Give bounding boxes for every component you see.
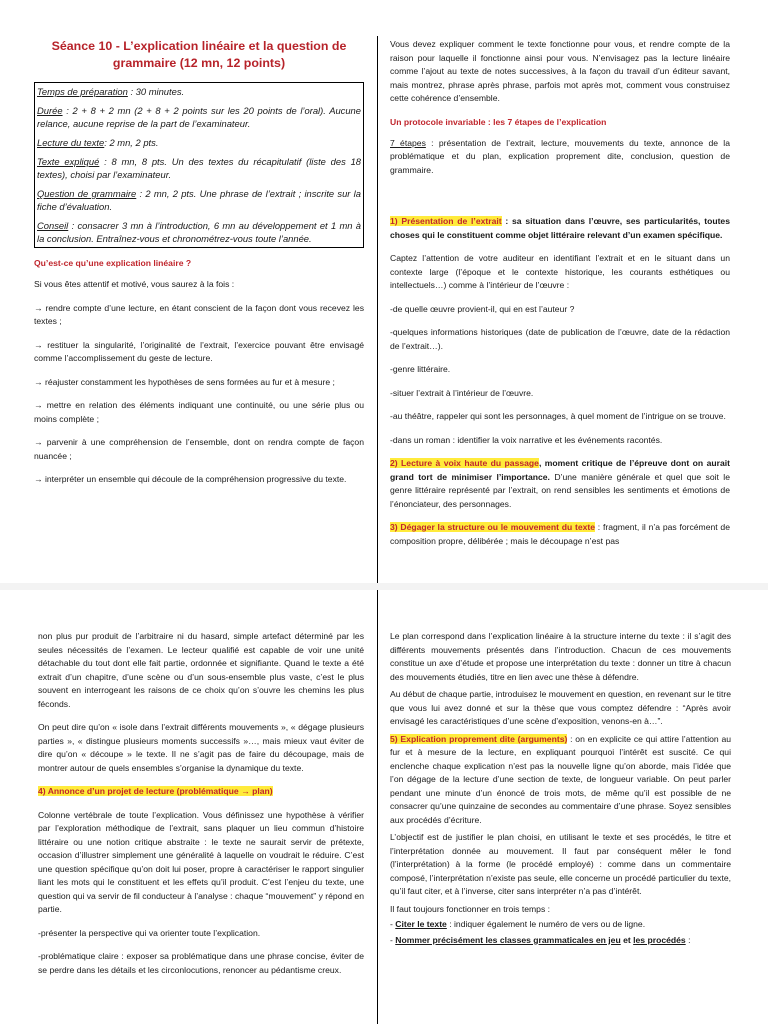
etapes-paragraph: 7 étapes : présentation de l’extrait, lecture, mouvements du texte, annonce de la problématique et du plan, explication proprement dite, conclusion, question de grammaire. <box>390 137 730 175</box>
section-heading: Qu’est-ce qu’une explication linéaire ? <box>34 258 192 268</box>
list-item: -de quelle œuvre provient-il, qui en est l’auteur ? <box>390 303 575 314</box>
list-item: → mettre en relation des éléments indiquant une continuité, ou une série plus ou moins complète ; <box>34 400 364 424</box>
column-divider <box>377 590 378 1024</box>
list-item: -au théâtre, rappeler qui sont les personnages, à quel moment de l’intrigue on se trouve. <box>390 411 726 421</box>
list-item: -quelques informations historiques (date de publication de l’œuvre, date de la rédaction de l’extrait…). <box>390 327 730 351</box>
intro-paragraph: Vous devez expliquer comment le texte fonctionne pour vous, et rendre compte de la raison pour laquelle il fonctionne ainsi pour vous. N’envisagez pas la lecture linéaire comme l’ajout au texte de notes successives, à la façon du travail d’un éditeur savant, mais montrez, phrase après phrase, parfois mot après mot, comment vous construisez cette cohérence d’ensemble. <box>390 39 730 103</box>
protocol-heading: Un protocole invariable : les 7 étapes de l’explication <box>390 116 607 127</box>
paragraph: Colonne vertébrale de toute l’explication. Vous définissez une hypothèse à vérifier par l’exploration méthodique de l’extrait, sans plaquer un lieu commun d’histoire littéraire ou une notion critique abstraite : le texte ne saurait servir de prétexte, occasion d’illustrer simplement une généralité à laquelle on voudrait le réduire. C’est une question spécifique qu’on doit lui poser, propre à caractériser le rapport singulier liant les mots qui le constituent et les effets qu’il produit. C’est l’enjeu du texte, une question qui va servir de fil conducteur à l’analyse : chaque “mouvement” y répond en partie. <box>38 809 364 914</box>
info-conseil: Conseil : consacrer 3 mn à l’introduction, 6 mn au développement et 1 mn à la conclusion. Entraînez-vous et chronométrez-vous toute l’année. <box>37 220 361 244</box>
list-item: → parvenir à une compréhension de l’ensemble, dont on rendra compte de façon nuancée ; <box>34 437 364 461</box>
info-duree: Durée : 2 + 8 + 2 mn (2 + 8 + 2 points sur les 20 points de l’oral). Aucune relance, aucune reprise de la part de l’examinateur. <box>37 105 361 129</box>
list-item: -genre littéraire. <box>390 364 451 374</box>
list-item: - Citer le texte : indiquer également le numéro de vers ou de ligne. <box>390 919 646 929</box>
step-1: 1) Présentation de l’extrait : sa situation dans l’œuvre, ses particularités, toutes choses qui le constituent comme objet littéraire relevant d’un examen spécifique. <box>390 216 730 240</box>
list-item: → restituer la singularité, l’originalité de l’extrait, l’exercice pouvant être envisagé comme l’accomplissement du geste de lecture. <box>34 339 364 363</box>
top-left-column <box>34 0 364 583</box>
info-texte: Texte expliqué : 8 mn, 8 pts. Un des textes du récapitulatif (liste des 18 textes), choisi par l’examinateur. <box>37 156 361 180</box>
step-2: 2) Lecture à voix haute du passage, moment critique de l’épreuve dont on aurait grand tort de minimiser l’importance. D’une manière générale et quel que soit le genre littéraire représenté par l’extrait, on rend sensibles les sentiments et émotions de l’énonciateur, des personnages. <box>390 458 730 509</box>
info-question: Question de grammaire : 2 mn, 2 pts. Une phrase de l’extrait ; inscrite sur la fiche d’évaluation. <box>37 188 361 212</box>
step-5: 5) Explication proprement dite (arguments) : on en explicite ce qui attire l’attention au fur et à mesure de la lecture, en expliquant pourquoi l’intérêt est suscité. Ce qui enclenche chaque explication n’est pas la nouvelle ligne qu’on aborde, mais l’idée que l’on dégage de la lecture d’une section de texte, de longueur variable. On peut parler pendant une minute d’un énoncé de trois mots, de même qu’il est possible de ne consacrer qu’une quinzaine de secondes au commentaire d’une phrase. Soyez sensibles aux procédés d’écriture. <box>390 733 731 825</box>
paragraph: -problématique claire : exposer sa problématique dans une phrase concise, éviter de se perdre dans les détails et les circonlocutions, renoncer au pédantisme creux. <box>38 951 364 975</box>
exam-info-box <box>34 82 364 248</box>
paragraph: -présenter la perspective qui va orienter toute l’explication. <box>38 927 261 938</box>
paragraph: On peut dire qu’on « isole dans l’extrait différents mouvements », « dégage plusieurs parties », « distingue plusieurs moments successifs »…, mais mieux vaut éviter de dire qu’on « découpe » le texte. Il ne s’agit pas de faire du découpage, mais de montrer autour de quels ensembles s’organise la dynamique du texte. <box>38 722 364 773</box>
paragraph: Le plan correspond dans l’explication linéaire à la structure interne du texte : il s’agit des différents mouvements présentés dans l’introduction. Chacun de ces mouvements constitue un axe d’étude et propose une interprétation du texte : donner un titre à chacun des mouvements étudiés, titre en lien avec une thèse à défendre. <box>390 631 731 682</box>
step-4 <box>38 785 364 799</box>
top-right-column <box>390 0 730 583</box>
bottom-left-column <box>38 590 364 1024</box>
step-1-label: 1) Présentation de l’extrait <box>390 216 502 226</box>
page-break <box>0 583 768 590</box>
step-3-label: 3) Dégager la structure ou le mouvement du texte <box>390 522 596 532</box>
bottom-right-column <box>390 590 731 1024</box>
step-3: 3) Dégager la structure ou le mouvement du texte : fragment, il n’a pas forcément de composition propre, délibérée ; mais le découpage n’est pas <box>390 522 730 546</box>
paragraph: Il faut toujours fonctionner en trois temps : <box>390 903 551 914</box>
paragraph: Au début de chaque partie, introduisez le mouvement en question, en revenant sur le titre que vous lui avez donné et sur la thèse que vous comptez défendre : “Après avoir envisagé les caractéristiques d’une scène d’exposition, venons-en à…”. <box>390 689 731 726</box>
list-item: -dans un roman : identifier la voix narrative et les événements racontés. <box>390 434 663 445</box>
info-prep: Temps de préparation : 30 minutes. <box>37 86 185 97</box>
list-item: → réajuster constamment les hypothèses de sens formées au fur et à mesure ; <box>34 376 335 387</box>
list-item: - Nommer précisément les classes grammaticales en jeu et les procédés : <box>390 934 691 945</box>
list-item: → interpréter un ensemble qui découle de la compréhension progressive du texte. <box>34 474 347 484</box>
list-item: -situer l’extrait à l’intérieur de l’œuvre. <box>390 387 534 398</box>
info-lecture: Lecture du texte: 2 mn, 2 pts. <box>37 137 159 148</box>
step-5-label: 5) Explication proprement dite (arguments) <box>390 733 568 744</box>
section-intro: Si vous êtes attentif et motivé, vous saurez à la fois : <box>34 279 235 289</box>
page-bottom <box>0 590 768 1024</box>
page-title: Séance 10 - L’explication linéaire et la question de grammaire (12 mn, 12 points) <box>51 39 347 70</box>
step-2-label: 2) Lecture à voix haute du passage <box>390 458 539 468</box>
step-4-label: 4) Annonce d’un projet de lecture (problématique → plan) <box>38 786 273 796</box>
paragraph: L’objectif est de justifier le plan choisi, en utilisant le texte et ses procédés, le titre et l’interprétation donnée au mouvement. Il faut par conséquent mêler le fond (l’interprétation) à la forme (le procédé employé) : comme dans un commentaire composé, l’interprétation n’existe pas seule, elle concerne un procédé particulier du texte, qu’il faut citer, et à l’inverse, citer sans interpréter n’a pas d’intérêt. <box>390 832 731 896</box>
step-1-paragraph: Captez l’attention de votre auditeur en identifiant l’extrait et en le situant dans un contexte large (l’époque et le contexte historique, les courants esthétiques ou intellectuels…) comme à l’intérieur de l’œuvre : <box>390 253 730 290</box>
list-item: → rendre compte d’une lecture, en étant conscient de la façon dont vous recevez les textes ; <box>34 302 364 326</box>
paragraph: non plus pur produit de l’arbitraire ni du hasard, simple artefact déterminé par les seules nécessités de l’examen. Le lecteur qualifié est capable de voir une unité détachable du tout dont elle fait partie, ordonnée et signifiante. Quand le texte a été extrait d’un chapitre, d’une scène ou d’un sous-ensemble plus vaste, c’est le plus souvent en interrogeant les raisons de ce choix qu’on s’ouvre les chemins les plus féconds. <box>38 631 364 709</box>
column-divider <box>377 36 378 583</box>
